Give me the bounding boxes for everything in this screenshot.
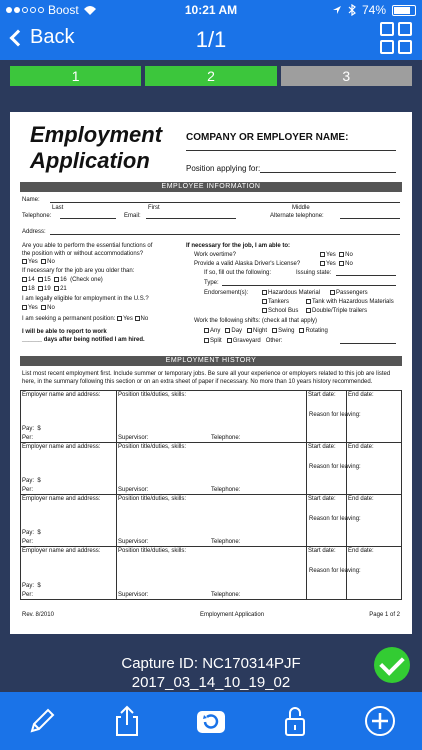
status-time: 10:21 AM: [184, 3, 238, 17]
reason-label: Reason for leaving:: [309, 516, 361, 522]
per-label: Per:: [22, 435, 34, 441]
lock-button[interactable]: [273, 699, 317, 743]
position-title-label: Position title/duties, skills:: [118, 392, 187, 398]
company-label: COMPANY OR EMPLOYER NAME:: [186, 132, 349, 143]
share-icon: [109, 703, 145, 739]
report-line-2: ______ days after being notified I am hired.: [22, 337, 145, 343]
endorse-school-bus: School Bus: [262, 307, 298, 315]
checkbox: [306, 299, 311, 304]
age-options-2: 18 19 21: [22, 285, 67, 293]
checkbox: [117, 316, 122, 321]
q-essential-1: Are you able to perform the essential functions of: [22, 243, 153, 249]
checkbox: [22, 259, 27, 264]
checkbox: [339, 252, 344, 257]
telephone-label: Telephone:: [22, 213, 52, 219]
edit-button[interactable]: [20, 699, 64, 743]
checkbox: [22, 277, 27, 282]
drivers-license: Provide a valid Alaska Driver's License?: [194, 261, 301, 267]
shift-options-2: Split Graveyard Other:: [204, 337, 282, 345]
checkbox: [22, 305, 27, 310]
per-label: Per:: [22, 592, 34, 598]
alt-telephone-line: [340, 218, 400, 219]
employer-label: Employer name and address:: [22, 444, 101, 450]
checkbox: [41, 305, 46, 310]
supervisor-label: Supervisor:: [118, 435, 149, 441]
position-cell: [117, 495, 307, 546]
section-employee-info: EMPLOYEE INFORMATION: [20, 182, 402, 192]
name-line: [50, 202, 400, 203]
type-label: Type:: [204, 280, 219, 286]
checkbox: [299, 328, 304, 333]
checkbox: [320, 252, 325, 257]
start-date-label: Start date:: [308, 496, 336, 502]
capture-id: Capture ID: NC170314PJF: [121, 655, 301, 672]
nav-bar: [0, 20, 422, 60]
carrier-name: Boost: [48, 3, 79, 17]
capture-timestamp: 2017_03_14_10_19_02: [131, 674, 291, 691]
title-line-2: Application: [30, 148, 150, 173]
telephone-line: [60, 218, 116, 219]
position-title-label: Position title/duties, skills:: [118, 444, 187, 450]
first-label: First: [148, 205, 160, 211]
emp-telephone-label: Telephone:: [211, 539, 241, 545]
bottom-toolbar: [0, 692, 422, 750]
supervisor-label: Supervisor:: [118, 592, 149, 598]
footer-rev: Rev. 8/2010: [22, 612, 54, 618]
battery-icon: [392, 5, 416, 16]
checkbox: [262, 299, 267, 304]
if-necessary-heading: If necessary for the job, I am able to:: [186, 243, 291, 249]
grid-view-button[interactable]: [380, 22, 412, 54]
shift-options-1: Any Day Night Swing Rotating: [204, 327, 328, 335]
endorse-double-triple: Double/Triple trailers: [306, 307, 367, 315]
status-right: [332, 3, 416, 17]
checkbox: [247, 328, 252, 333]
position-cell: [117, 391, 307, 442]
section-employment-history: EMPLOYMENT HISTORY: [20, 356, 402, 366]
grid-icon-cell: [398, 40, 412, 54]
pay-label: Pay: $: [22, 478, 41, 484]
page-counter: 1/1: [195, 27, 227, 52]
check-icon[interactable]: [374, 647, 410, 683]
table-row: [21, 495, 401, 547]
history-note-2: here, in the summary following this section or on an extra sheet of paper if necessary. No more than 10 years history recommended.: [22, 379, 373, 385]
location-icon: [332, 5, 342, 15]
address-line: [50, 234, 400, 235]
start-date-label: Start date:: [308, 444, 336, 450]
table-row: [21, 443, 401, 495]
endorse-hazardous: Hazardous Material: [262, 289, 320, 297]
email-line: [146, 218, 236, 219]
pay-label: Pay: $: [22, 583, 41, 589]
q-older: If necessary for the job are you older than:: [22, 268, 135, 274]
employer-cell: [21, 495, 117, 546]
overtime-options: Yes No: [320, 251, 353, 259]
eligible-options: Yes No: [22, 304, 55, 312]
pay-label: Pay: $: [22, 426, 41, 432]
address-label: Address:: [22, 229, 46, 235]
grid-icon: [380, 22, 394, 36]
footer-title: Employment Application: [200, 612, 265, 618]
alt-telephone-label: Alternate telephone:: [270, 213, 324, 219]
position-cell: [117, 443, 307, 494]
employer-label: Employer name and address:: [22, 392, 101, 398]
reason-label: Reason for leaving:: [309, 412, 361, 418]
position-title-label: Position title/duties, skills:: [118, 496, 187, 502]
name-label: Name:: [22, 197, 40, 203]
q-permanent: I am seeking a permanent position: Yes No: [22, 316, 149, 322]
checkbox: [262, 290, 267, 295]
capture-info: [0, 654, 422, 692]
middle-label: Middle: [292, 205, 310, 211]
per-label: Per:: [22, 487, 34, 493]
position-line: [260, 172, 396, 173]
retake-icon: [193, 703, 229, 739]
history-note-1: List most recent employment first. Include summer or temporary jobs. Be sure all your experience or employers related to this job are listed: [22, 371, 391, 377]
share-button[interactable]: [105, 699, 149, 743]
checkbox: [38, 286, 43, 291]
end-date-label: End date:: [348, 548, 374, 554]
back-label: Back: [30, 26, 75, 48]
position-title-label: Position title/duties, skills:: [118, 548, 187, 554]
checkbox: [54, 277, 59, 282]
q-eligible: I am legally eligible for employment in the U.S.?: [22, 296, 149, 302]
pay-label: Pay: $: [22, 530, 41, 536]
checkbox: [225, 328, 230, 333]
status-bar: [0, 0, 422, 20]
checkbox: [204, 328, 209, 333]
company-line: [186, 150, 396, 151]
grid-icon-cell: [380, 40, 394, 54]
add-icon: [362, 703, 398, 739]
age-options-1: 14 15 16 (Check one): [22, 276, 103, 284]
checkbox: [339, 261, 344, 266]
step-2[interactable]: 2: [145, 66, 276, 86]
emp-telephone-label: Telephone:: [211, 435, 241, 441]
issuing-state-line: [336, 275, 396, 276]
title-line-1: Employment: [30, 122, 163, 147]
checkbox: [22, 286, 27, 291]
lock-icon: [277, 703, 313, 739]
step-1[interactable]: 1: [10, 66, 141, 86]
checkbox: [54, 286, 59, 291]
endorse-tankers: Tankers: [262, 298, 289, 306]
employer-label: Employer name and address:: [22, 548, 101, 554]
reason-label: Reason for leaving:: [309, 464, 361, 470]
other-line: [340, 343, 396, 344]
issuing-state: Issuing state:: [296, 270, 332, 276]
q-essential-2: the position with or without accommodations?: [22, 251, 144, 257]
supervisor-label: Supervisor:: [118, 487, 149, 493]
checkbox: [320, 261, 325, 266]
type-line: [222, 285, 396, 286]
employer-cell: [21, 443, 117, 494]
table-row: [21, 547, 401, 599]
email-label: Email:: [124, 213, 141, 219]
end-date-label: End date:: [348, 392, 374, 398]
license-options: Yes No: [320, 260, 353, 268]
start-date-label: Start date:: [308, 392, 336, 398]
if-so: If so, fill out the following:: [204, 270, 272, 276]
position-label: Position applying for:: [186, 164, 261, 173]
checkbox: [204, 338, 209, 343]
step-3[interactable]: 3: [281, 66, 412, 86]
bluetooth-icon: [348, 4, 356, 16]
document-preview[interactable]: [10, 112, 412, 634]
employer-cell: [21, 391, 117, 442]
checkbox: [330, 290, 335, 295]
work-overtime: Work overtime?: [194, 252, 236, 258]
emp-telephone-label: Telephone:: [211, 487, 241, 493]
edit-icon: [24, 703, 60, 739]
checkbox: [41, 259, 46, 264]
checkbox: [262, 308, 267, 313]
document-title: [30, 122, 162, 174]
essential-options: Yes No: [22, 258, 55, 266]
progress-steps: [10, 66, 412, 86]
checkbox: [38, 277, 43, 282]
checkbox: [135, 316, 140, 321]
end-date-label: End date:: [348, 496, 374, 502]
last-label: Last: [52, 205, 64, 211]
report-line-1: I will be able to report to work: [22, 329, 107, 335]
checkbox: [306, 308, 311, 313]
employment-table: [20, 390, 402, 600]
employer-cell: [21, 547, 117, 599]
emp-telephone-label: Telephone:: [211, 592, 241, 598]
reason-label: Reason for leaving:: [309, 568, 361, 574]
position-cell: [117, 547, 307, 599]
endorse-passengers: Passengers: [330, 289, 368, 297]
end-date-label: End date:: [348, 444, 374, 450]
endorse-tank-haz: Tank with Hazardous Materials: [306, 298, 394, 306]
add-button[interactable]: [358, 699, 402, 743]
retake-button[interactable]: [189, 699, 233, 743]
battery-percent: 74%: [361, 3, 386, 17]
checkbox: [272, 328, 277, 333]
checkbox: [227, 338, 232, 343]
grid-icon-cell: [398, 22, 412, 36]
shifts-label: Work the following shifts: (check all that apply): [194, 318, 317, 324]
footer-page: Page 1 of 2: [369, 612, 400, 618]
table-row: [21, 391, 401, 443]
per-label: Per:: [22, 539, 34, 545]
employer-label: Employer name and address:: [22, 496, 101, 502]
endorsements-label: Endorsement(s):: [204, 290, 249, 296]
supervisor-label: Supervisor:: [118, 539, 149, 545]
start-date-label: Start date:: [308, 548, 336, 554]
